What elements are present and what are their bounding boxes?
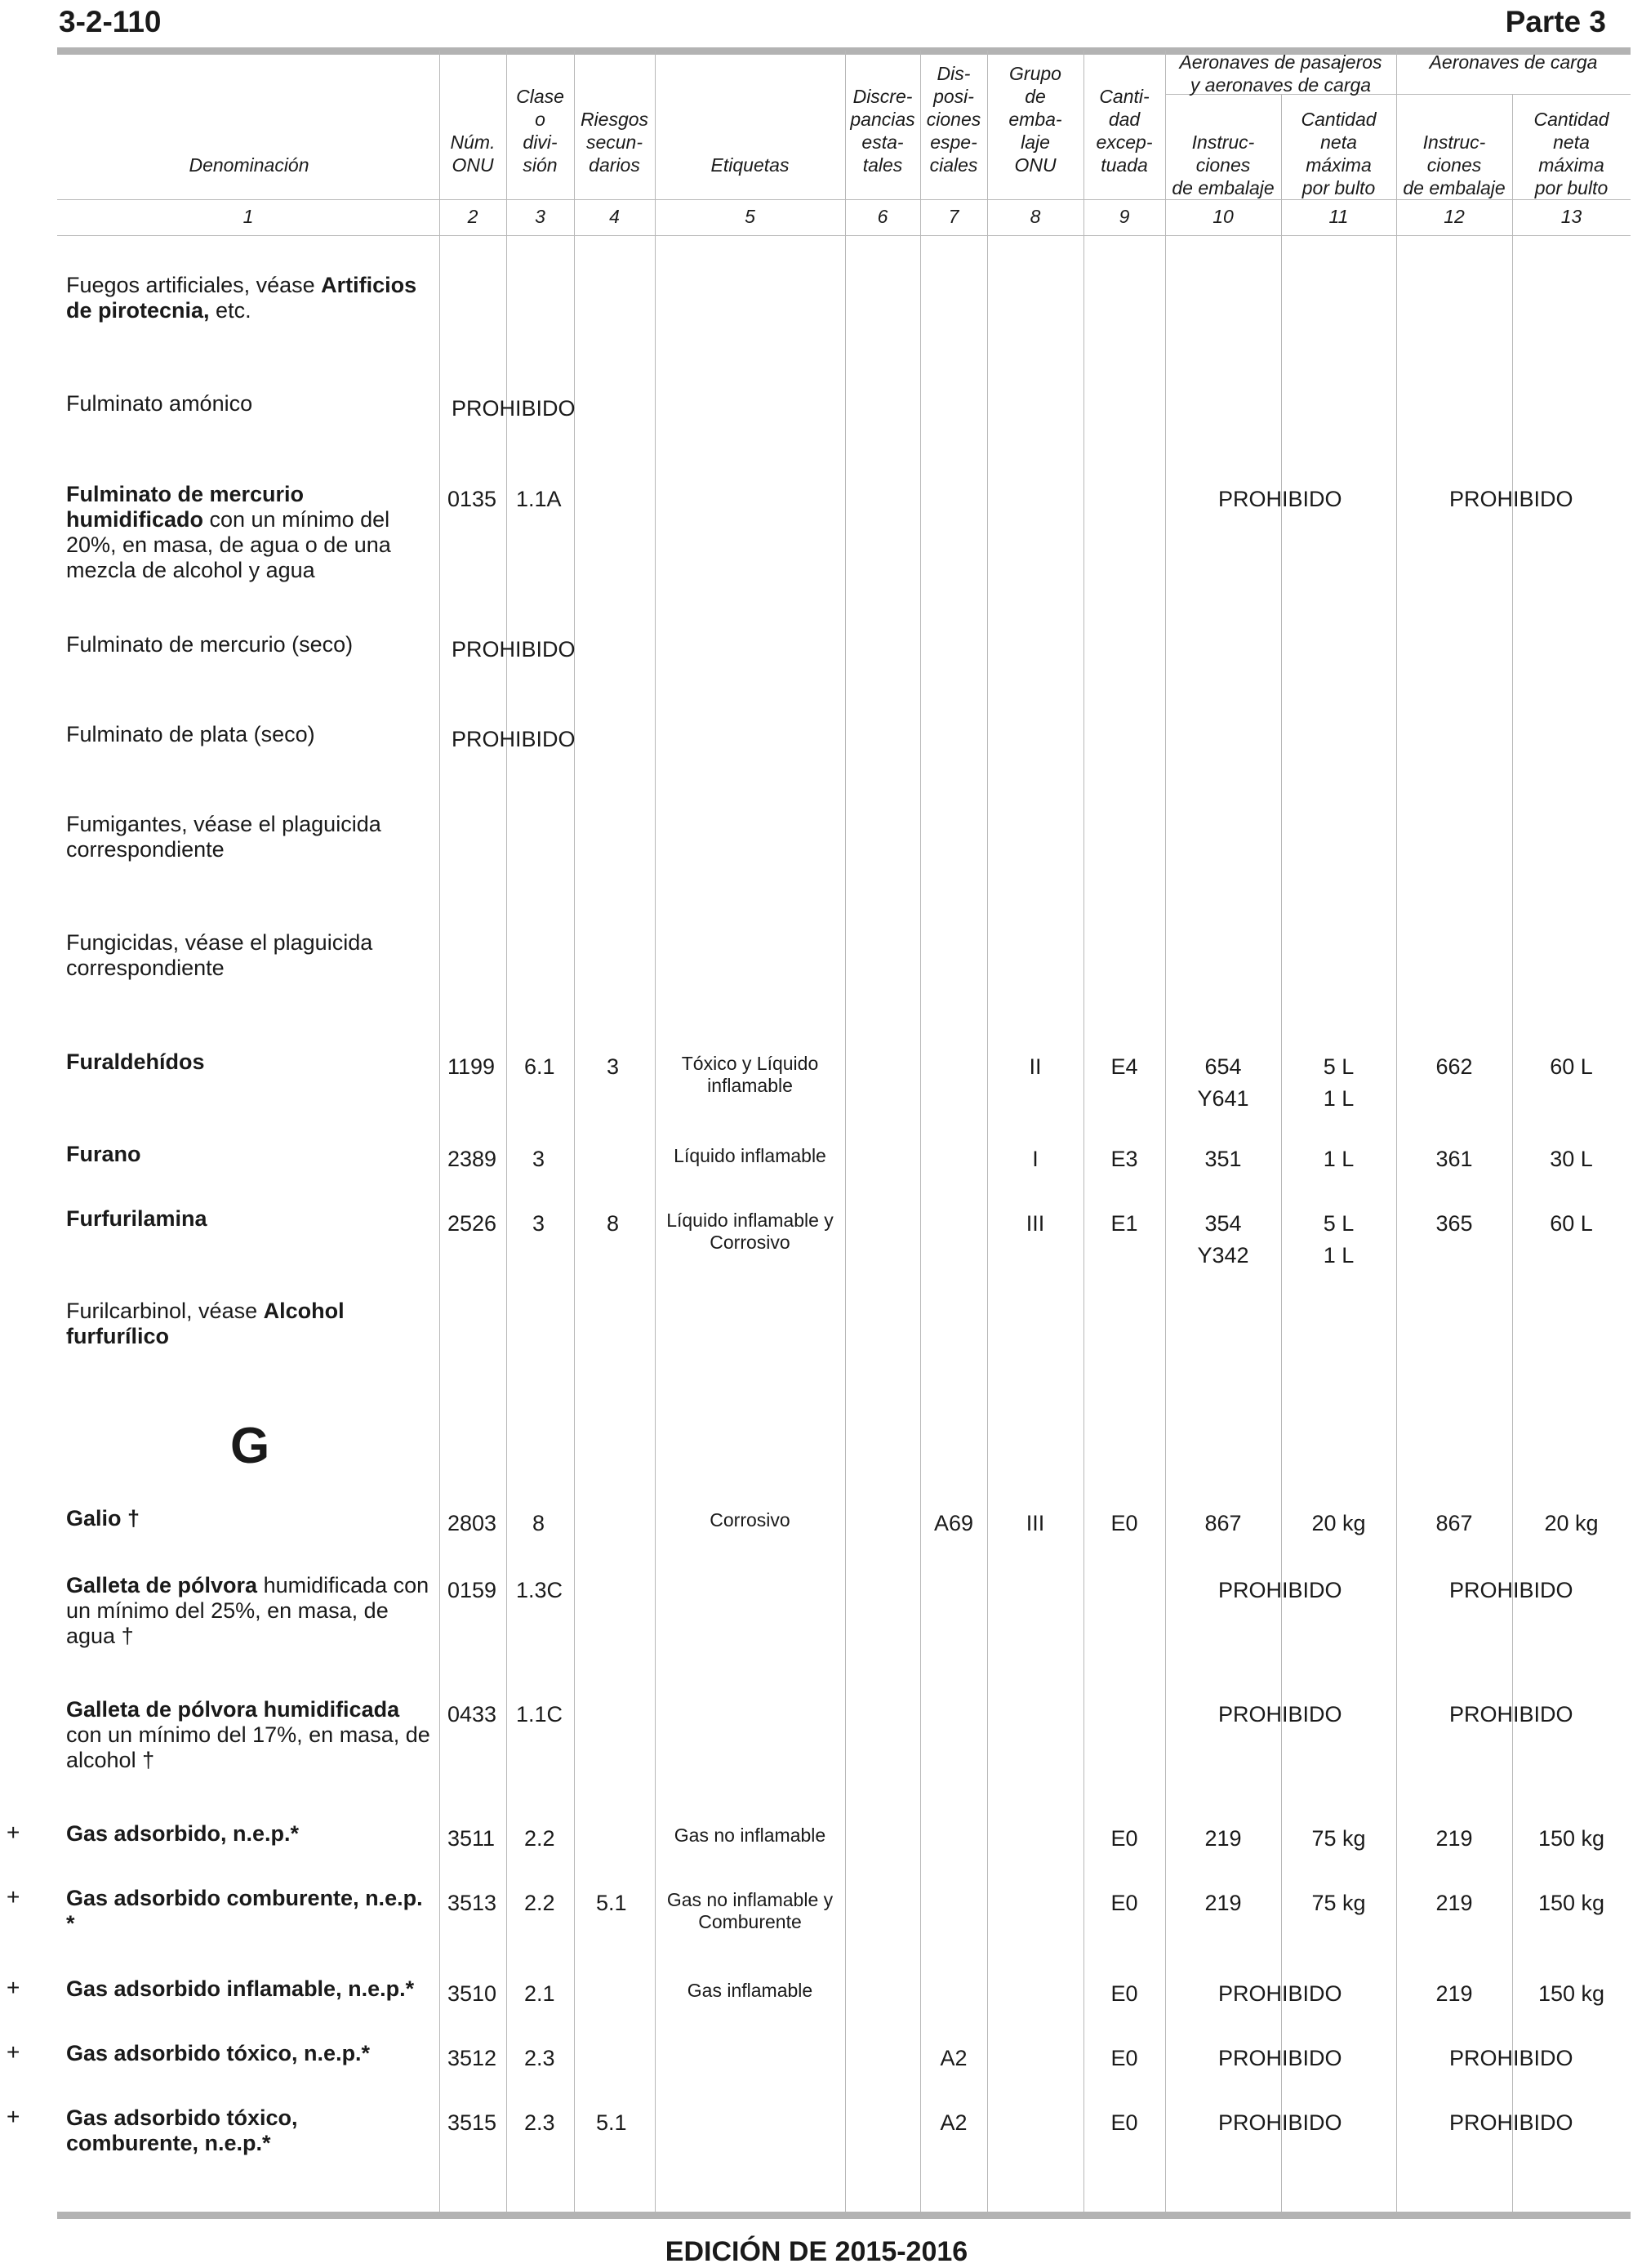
un-number: 2526 <box>447 1211 497 1236</box>
entry-gas-adsorbido-comburente <box>66 1886 434 1936</box>
excepted-quantity: E0 <box>1110 2046 1138 2070</box>
entry-galio <box>66 1506 434 1531</box>
un-number: 0433 <box>447 1702 497 1727</box>
un-number: 2803 <box>447 1511 497 1535</box>
entry-bold-name: Gas adsorbido, n.e.p.* <box>66 1821 300 1846</box>
entry-text: etc. <box>209 298 251 323</box>
col-header-discrepancias: Discre- pancias esta- tales <box>850 86 915 176</box>
subsidiary-risk: 5.1 <box>596 1891 627 1915</box>
col-header-disposiciones: Dis- posi- ciones espe- ciales <box>926 63 981 176</box>
status-prohibido: PROHIBIDO <box>452 637 576 662</box>
excepted-quantity: E4 <box>1110 1054 1138 1079</box>
status-prohibido-pax: PROHIBIDO <box>1218 1702 1342 1727</box>
new-entry-mark: + <box>7 1884 20 1909</box>
status-prohibido-cargo: PROHIBIDO <box>1449 1578 1573 1602</box>
packing-instruction-pax: 354 <box>1204 1211 1242 1236</box>
packing-instruction-cargo: 867 <box>1435 1511 1473 1535</box>
class-division: 1.3C <box>516 1578 563 1602</box>
entry-bold-name: Furaldehídos <box>66 1049 205 1074</box>
col-header-instrucciones-pax: Instruc- ciones de embalaje <box>1172 131 1275 198</box>
class-division: 1.1A <box>516 487 562 511</box>
entry-galleta-polvora-alcohol <box>66 1697 434 1773</box>
packing-group: III <box>1026 1511 1045 1535</box>
col-header-etiquetas: Etiquetas <box>710 154 790 176</box>
packing-instruction-pax-limited: Y342 <box>1197 1243 1249 1268</box>
new-entry-mark: + <box>7 2039 20 2065</box>
un-number: 3512 <box>447 2046 497 2070</box>
entry-bold-name: Galleta de pólvora <box>66 1573 258 1597</box>
packing-instruction-pax: 219 <box>1204 1891 1242 1915</box>
net-quantity-cargo: 60 L <box>1550 1054 1593 1079</box>
net-quantity-pax-limited: 1 L <box>1323 1086 1355 1111</box>
col-number: 13 <box>1560 206 1582 227</box>
entry-bold-name: Gas adsorbido comburente, n.e.p. * <box>66 1886 423 1936</box>
entry-furano <box>66 1142 434 1167</box>
grid-line <box>655 51 656 2212</box>
status-prohibido-pax: PROHIBIDO <box>1218 1981 1342 2006</box>
un-number: 2389 <box>447 1147 497 1171</box>
excepted-quantity: E3 <box>1110 1147 1138 1171</box>
label-text: Líquido inflamable y Corrosivo <box>666 1210 834 1253</box>
class-division: 3 <box>532 1211 545 1236</box>
net-quantity-pax: 1 L <box>1323 1147 1355 1171</box>
excepted-quantity: E0 <box>1110 1891 1138 1915</box>
special-provision: A2 <box>940 2110 968 2135</box>
class-division: 8 <box>532 1511 545 1535</box>
entry-fulminato-mercurio-humidificado <box>66 482 434 583</box>
subsidiary-risk: 3 <box>607 1054 620 1079</box>
col-number: 5 <box>745 206 755 227</box>
grid-line <box>1165 51 1166 2212</box>
grid-line <box>439 51 440 2212</box>
grid-line <box>1083 51 1084 2212</box>
col-header-grupo-embalaje: Grupo de emba- laje ONU <box>1008 63 1062 176</box>
col-group-carga: Aeronaves de carga <box>1429 51 1598 73</box>
class-division: 1.1C <box>516 1702 563 1727</box>
entry-bold-name: Gas adsorbido inflamable, n.e.p.* <box>66 1976 415 2001</box>
excepted-quantity: E0 <box>1110 1511 1138 1535</box>
part-label: Parte 3 <box>1505 5 1606 38</box>
status-prohibido-pax: PROHIBIDO <box>1218 2110 1342 2135</box>
net-quantity-pax: 20 kg <box>1311 1511 1366 1535</box>
col-number: 11 <box>1328 206 1349 227</box>
entry-furilcarbinol <box>66 1299 425 1349</box>
packing-instruction-cargo: 219 <box>1435 1981 1473 2006</box>
entry-bold-name: Gas adsorbido tóxico, comburente, n.e.p.* <box>66 2105 298 2155</box>
entry-bold-name: Gas adsorbido tóxico, n.e.p.* <box>66 2041 371 2065</box>
entry-fulminato-mercurio-seco: Fulminato de mercurio (seco) <box>66 632 354 657</box>
col-header-num-onu: Núm. ONU <box>450 131 496 176</box>
status-prohibido: PROHIBIDO <box>452 727 576 751</box>
header-line <box>57 199 1631 200</box>
new-entry-mark: + <box>7 1975 20 2000</box>
class-division: 2.3 <box>524 2046 555 2070</box>
packing-instruction-pax: 654 <box>1204 1054 1242 1079</box>
col-number: 7 <box>948 206 959 227</box>
entry-galleta-polvora-agua <box>66 1573 434 1649</box>
packing-group: I <box>1032 1147 1039 1171</box>
status-prohibido: PROHIBIDO <box>452 396 576 421</box>
excepted-quantity: E0 <box>1110 1826 1138 1851</box>
packing-group: III <box>1026 1211 1045 1236</box>
bottom-rule <box>57 2212 1631 2219</box>
net-quantity-pax: 5 L <box>1323 1211 1355 1236</box>
edition-footer: EDICIÓN DE 2015-2016 <box>665 2236 968 2267</box>
status-prohibido-cargo: PROHIBIDO <box>1449 2046 1573 2070</box>
net-quantity-pax-limited: 1 L <box>1323 1243 1355 1268</box>
entry-furfurilamina <box>66 1206 434 1232</box>
grid-line <box>1396 51 1397 2212</box>
col-header-clase: Clase o divi- sión <box>516 86 564 176</box>
col-group-pasajeros: Aeronaves de pasajeros y aeronaves de carga <box>1179 51 1382 96</box>
un-number: 0135 <box>447 487 497 511</box>
grid-line <box>506 51 507 2212</box>
grid-line <box>845 51 846 2212</box>
entry-bold-name: Galio † <box>66 1506 140 1531</box>
status-prohibido-pax: PROHIBIDO <box>1218 1578 1342 1602</box>
entry-gas-adsorbido-toxico <box>66 2041 434 2066</box>
un-number: 3510 <box>447 1981 497 2006</box>
label-text: Gas no inflamable <box>674 1825 826 1846</box>
label-text: Gas no inflamable y Comburente <box>666 1889 834 1932</box>
entry-furaldehidos <box>66 1049 434 1075</box>
un-number: 3513 <box>447 1891 497 1915</box>
entry-bold-name: Furfurilamina <box>66 1206 207 1231</box>
status-prohibido-cargo: PROHIBIDO <box>1449 2110 1573 2135</box>
class-division: 2.2 <box>524 1891 555 1915</box>
grid-line <box>920 51 921 2212</box>
excepted-quantity: E0 <box>1110 2110 1138 2135</box>
excepted-quantity: E1 <box>1110 1211 1138 1236</box>
class-division: 2.2 <box>524 1826 555 1851</box>
excepted-quantity: E0 <box>1110 1981 1138 2006</box>
subsidiary-risk: 8 <box>607 1211 620 1236</box>
subsidiary-risk: 5.1 <box>596 2110 627 2135</box>
special-provision: A2 <box>940 2046 968 2070</box>
entry-text: Furilcarbinol, véase <box>66 1299 264 1323</box>
un-number: 1199 <box>447 1054 496 1079</box>
entry-reference: Artificios de pirotecnia, <box>66 273 417 323</box>
class-division: 3 <box>532 1147 545 1171</box>
entry-gas-adsorbido-toxico-comburente <box>66 2105 409 2156</box>
entry-bold-name: Furano <box>66 1142 141 1166</box>
entry-fumigantes: Fumigantes, véase el plaguicida correspondiente <box>66 812 381 862</box>
label-text: Líquido inflamable <box>674 1145 826 1166</box>
col-number: 1 <box>243 206 254 227</box>
packing-instruction-pax: 351 <box>1204 1147 1242 1171</box>
col-number: 10 <box>1213 206 1234 227</box>
entry-bold-name: Galleta de pólvora humidificada <box>66 1697 400 1722</box>
label-text: Gas inflamable <box>687 1980 813 2001</box>
grid-line <box>574 51 575 2212</box>
packing-instruction-cargo: 361 <box>1435 1147 1473 1171</box>
entry-fungicidas: Fungicidas, véase el plaguicida correspondiente <box>66 930 373 980</box>
packing-instruction-pax: 219 <box>1204 1826 1242 1851</box>
packing-instruction-pax: 867 <box>1204 1511 1242 1535</box>
un-number: 3511 <box>447 1826 496 1851</box>
col-number: 2 <box>467 206 478 227</box>
packing-instruction-pax-limited: Y641 <box>1197 1086 1249 1111</box>
net-quantity-cargo: 150 kg <box>1537 1826 1605 1851</box>
header-line <box>57 235 1631 236</box>
net-quantity-cargo: 60 L <box>1550 1211 1593 1236</box>
col-header-cantidad-exceptuada: Canti- dad excep- tuada <box>1096 86 1153 176</box>
col-number: 4 <box>609 206 620 227</box>
class-division: 2.3 <box>524 2110 555 2135</box>
col-header-riesgos: Riesgos secun- darios <box>580 109 649 176</box>
packing-instruction-cargo: 219 <box>1435 1891 1473 1915</box>
net-quantity-cargo: 150 kg <box>1537 1891 1605 1915</box>
entry-bold-name: Fulminato de mercurio humidificado <box>66 482 305 532</box>
packing-group: II <box>1029 1054 1042 1079</box>
net-quantity-cargo: 30 L <box>1550 1147 1593 1171</box>
status-prohibido-cargo: PROHIBIDO <box>1449 1702 1573 1727</box>
entry-fulminato-amonico: Fulminato amónico <box>66 391 253 416</box>
grid-line <box>987 51 988 2212</box>
packing-instruction-cargo: 219 <box>1435 1826 1473 1851</box>
col-header-denominacion: Denominación <box>189 154 309 176</box>
status-prohibido-pax: PROHIBIDO <box>1218 487 1342 511</box>
net-quantity-pax: 5 L <box>1323 1054 1355 1079</box>
class-division: 6.1 <box>524 1054 555 1079</box>
net-quantity-cargo: 20 kg <box>1544 1511 1599 1535</box>
col-number: 12 <box>1444 206 1465 227</box>
col-header-instrucciones-carga: Instruc- ciones de embalaje <box>1403 131 1506 198</box>
entry-fulminato-plata-seco: Fulminato de plata (seco) <box>66 722 315 746</box>
status-prohibido-cargo: PROHIBIDO <box>1449 487 1573 511</box>
label-text: Tóxico y Líquido inflamable <box>681 1053 819 1096</box>
net-quantity-pax: 75 kg <box>1311 1891 1366 1915</box>
entry-gas-adsorbido <box>66 1821 434 1847</box>
entry-reference: Alcohol furfurílico <box>66 1299 345 1348</box>
col-header-cantidad-pax: Cantidad neta máxima por bulto <box>1301 109 1377 198</box>
col-header-cantidad-carga: Cantidad neta máxima por bulto <box>1533 109 1609 198</box>
packing-instruction-cargo: 365 <box>1435 1211 1473 1236</box>
section-letter: G <box>230 1418 270 1474</box>
entry-text: Fuegos artificiales, véase <box>66 273 322 297</box>
label-text: Corrosivo <box>710 1509 790 1531</box>
entry-text: con un mínimo del 20%, en masa, de agua o de una mezcla de alcohol y agua <box>66 507 391 582</box>
packing-instruction-cargo: 662 <box>1435 1054 1473 1079</box>
entry-text: con un mínimo del 17%, en masa, de alcohol † <box>66 1722 430 1772</box>
un-number: 0159 <box>447 1578 497 1602</box>
page-number: 3-2-110 <box>59 5 162 38</box>
col-number: 9 <box>1119 206 1130 227</box>
net-quantity-cargo: 150 kg <box>1537 1981 1605 2006</box>
new-entry-mark: + <box>7 2104 20 2129</box>
col-number: 3 <box>535 206 545 227</box>
col-number: 6 <box>877 206 888 227</box>
un-number: 3515 <box>447 2110 497 2135</box>
entry-fuegos-artificiales <box>66 273 434 323</box>
special-provision: A69 <box>933 1511 974 1535</box>
new-entry-mark: + <box>7 1820 20 1845</box>
net-quantity-pax: 75 kg <box>1311 1826 1366 1851</box>
entry-text: humidificada con un mínimo del 25%, en masa, de agua † <box>66 1573 429 1648</box>
col-number: 8 <box>1030 206 1041 227</box>
class-division: 2.1 <box>524 1981 555 2006</box>
entry-gas-adsorbido-inflamable <box>66 1976 434 2002</box>
status-prohibido-pax: PROHIBIDO <box>1218 2046 1342 2070</box>
